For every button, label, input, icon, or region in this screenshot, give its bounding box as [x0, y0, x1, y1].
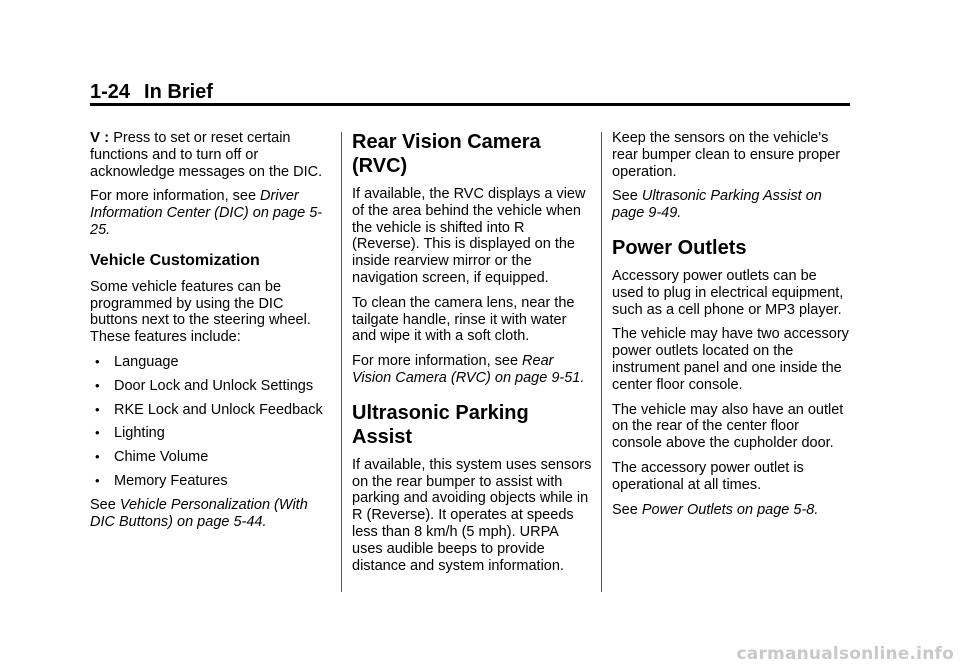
power-paragraph-4: The accessory power outlet is operational at all times.: [612, 459, 804, 493]
more-info-prefix: For more information, see: [90, 188, 257, 205]
upa-heading: Ultrasonic Parking Assist: [352, 401, 529, 448]
column-divider-2: [601, 132, 602, 592]
check-button-description: [90, 130, 330, 180]
bullet-icon: •: [95, 472, 100, 488]
power-paragraph-2: The vehicle may have two accessory power outlets located on the instrument panel and one inside the center floor console.: [612, 326, 849, 393]
section-title: In Brief: [144, 81, 213, 103]
feature-list: [90, 354, 330, 490]
dic-reference-link[interactable]: Driver Information Center (DIC) on page 5-25.: [90, 188, 323, 238]
check-symbol-icon: V :: [90, 129, 110, 146]
power-see: [612, 502, 852, 519]
power-paragraph-3: The vehicle may also have an outlet on the rear of the center floor console above the cupholder door.: [612, 401, 844, 452]
list-item: • Lighting: [95, 425, 165, 442]
column-2: [352, 130, 592, 582]
dic-more-info: [90, 188, 330, 238]
watermark: carmanualsonline.info: [736, 644, 954, 664]
page-header: [90, 80, 213, 104]
rvc-heading: Rear Vision Camera (RVC): [352, 131, 541, 177]
upa-reference-link[interactable]: Ultrasonic Parking Assist on page 9-49.: [612, 188, 822, 222]
bullet-icon: •: [95, 377, 100, 393]
column-3: [612, 130, 852, 526]
bullet-icon: •: [95, 353, 100, 369]
rvc-paragraph-1: If available, the RVC displays a view of the area behind the vehicle when the vehicle is shifted into R (Reverse). This is displayed on the inside rearview mirror or the navigation screen, if equipped.: [352, 186, 586, 286]
bullet-icon: •: [95, 449, 100, 465]
page-number: 1-24: [90, 81, 131, 103]
list-item: • Chime Volume: [95, 449, 209, 466]
bullet-icon: •: [95, 425, 100, 441]
vehicle-customization-intro: Some vehicle features can be programmed by using the DIC buttons next to the steering wheel. These features include:: [90, 278, 311, 346]
list-item: • Language: [95, 353, 179, 370]
upa-see: [612, 188, 852, 222]
personalization-see: [90, 497, 330, 531]
list-item: • RKE Lock and Unlock Feedback: [95, 401, 323, 418]
list-item: • Memory Features: [95, 472, 228, 489]
bullet-icon: •: [95, 401, 100, 417]
rvc-more-info: [352, 353, 592, 387]
upa-paragraph-1: If available, this system uses sensors on the rear bumper to assist with parking and avoiding objects while in R (Reverse). It operates at speeds less than 8 km/h (5 mph). URPA uses audible beeps to provide distance and system information.: [352, 456, 592, 574]
personalization-reference-link[interactable]: Vehicle Personalization (With DIC Buttons) on page 5-44.: [90, 496, 308, 530]
list-item: • Door Lock and Unlock Settings: [95, 377, 314, 394]
power-outlets-heading: Power Outlets: [612, 236, 747, 259]
check-button-text: Press to set or reset certain functions and to turn off or acknowledge messages on the DIC.: [90, 130, 323, 180]
upa-paragraph-2: Keep the sensors on the vehicle's rear bumper clean to ensure proper operation.: [612, 130, 841, 180]
power-outlets-reference-link[interactable]: Power Outlets on page 5-8.: [641, 501, 819, 518]
see-prefix: See: [612, 501, 638, 518]
more-info-prefix: For more information, see: [352, 353, 519, 370]
rvc-paragraph-2: To clean the camera lens, near the tailgate handle, rinse it with water and wipe it with a soft cloth.: [352, 294, 575, 345]
see-prefix: See: [90, 496, 116, 513]
power-paragraph-1: Accessory power outlets can be used to plug in electrical equipment, such as a cell phone or MP3 player.: [612, 267, 844, 318]
see-prefix: See: [612, 188, 638, 205]
rvc-reference-link[interactable]: Rear Vision Camera (RVC) on page 9-51.: [352, 353, 585, 386]
column-divider-1: [341, 132, 342, 592]
header-rule: [90, 103, 850, 106]
column-1: [90, 130, 330, 538]
vehicle-customization-heading: Vehicle Customization: [90, 251, 260, 269]
